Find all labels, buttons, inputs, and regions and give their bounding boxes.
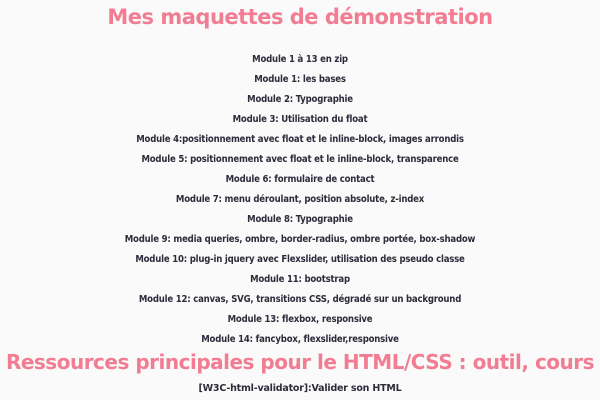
module-7-link[interactable]: Module 7: menu déroulant, position absolute, z-index bbox=[175, 194, 425, 205]
module-5-link[interactable]: Module 5: positionnement avec float et le inline-block, transparence bbox=[141, 154, 459, 165]
list-item bbox=[0, 48, 600, 68]
list-item bbox=[0, 168, 600, 188]
resource-item-validator bbox=[0, 383, 600, 394]
module-6-link[interactable]: Module 6: formulaire de contact bbox=[225, 174, 375, 185]
list-item bbox=[0, 148, 600, 168]
module-3-link[interactable]: Module 3: Utilisation du float bbox=[232, 114, 368, 125]
module-list bbox=[0, 48, 600, 348]
list-item bbox=[0, 248, 600, 268]
list-item bbox=[0, 308, 600, 328]
module-12-link[interactable]: Module 12: canvas, SVG, transitions CSS, dégradé sur un background bbox=[138, 294, 462, 305]
module-zip-link[interactable]: Module 1 à 13 en zip bbox=[252, 54, 348, 65]
module-10-link[interactable]: Module 10: plug-in jquery avec Flexslider, utilisation des pseudo classe bbox=[135, 254, 465, 265]
module-11-link[interactable]: Module 11: bootstrap bbox=[250, 274, 350, 285]
w3c-validator-link[interactable]: [W3C-html-validator] bbox=[198, 383, 308, 394]
list-item bbox=[0, 188, 600, 208]
list-item bbox=[0, 108, 600, 128]
module-14-link[interactable]: Module 14: fancybox, flexslider,responsive bbox=[201, 334, 399, 345]
module-1-link[interactable]: Module 1: les bases bbox=[254, 74, 346, 85]
list-item bbox=[0, 288, 600, 308]
list-item bbox=[0, 88, 600, 108]
list-item bbox=[0, 228, 600, 248]
list-item bbox=[0, 328, 600, 348]
resources-title: Ressources principales pour le HTML/CSS : outil, cours bbox=[5, 350, 595, 374]
list-item bbox=[0, 268, 600, 288]
list-item bbox=[0, 208, 600, 228]
module-2-link[interactable]: Module 2: Typographie bbox=[247, 94, 353, 105]
list-item bbox=[0, 128, 600, 148]
demos-title: Mes maquettes de démonstration bbox=[107, 5, 493, 29]
module-9-link[interactable]: Module 9: media queries, ombre, border-radius, ombre portée, box-shadow bbox=[124, 234, 476, 245]
resource-description: :Valider son HTML bbox=[307, 383, 402, 394]
module-13-link[interactable]: Module 13: flexbox, responsive bbox=[227, 314, 373, 325]
module-4-link[interactable]: Module 4:positionnement avec float et le inline-block, images arrondis bbox=[136, 134, 464, 145]
module-8-link[interactable]: Module 8: Typographie bbox=[247, 214, 353, 225]
list-item bbox=[0, 68, 600, 88]
